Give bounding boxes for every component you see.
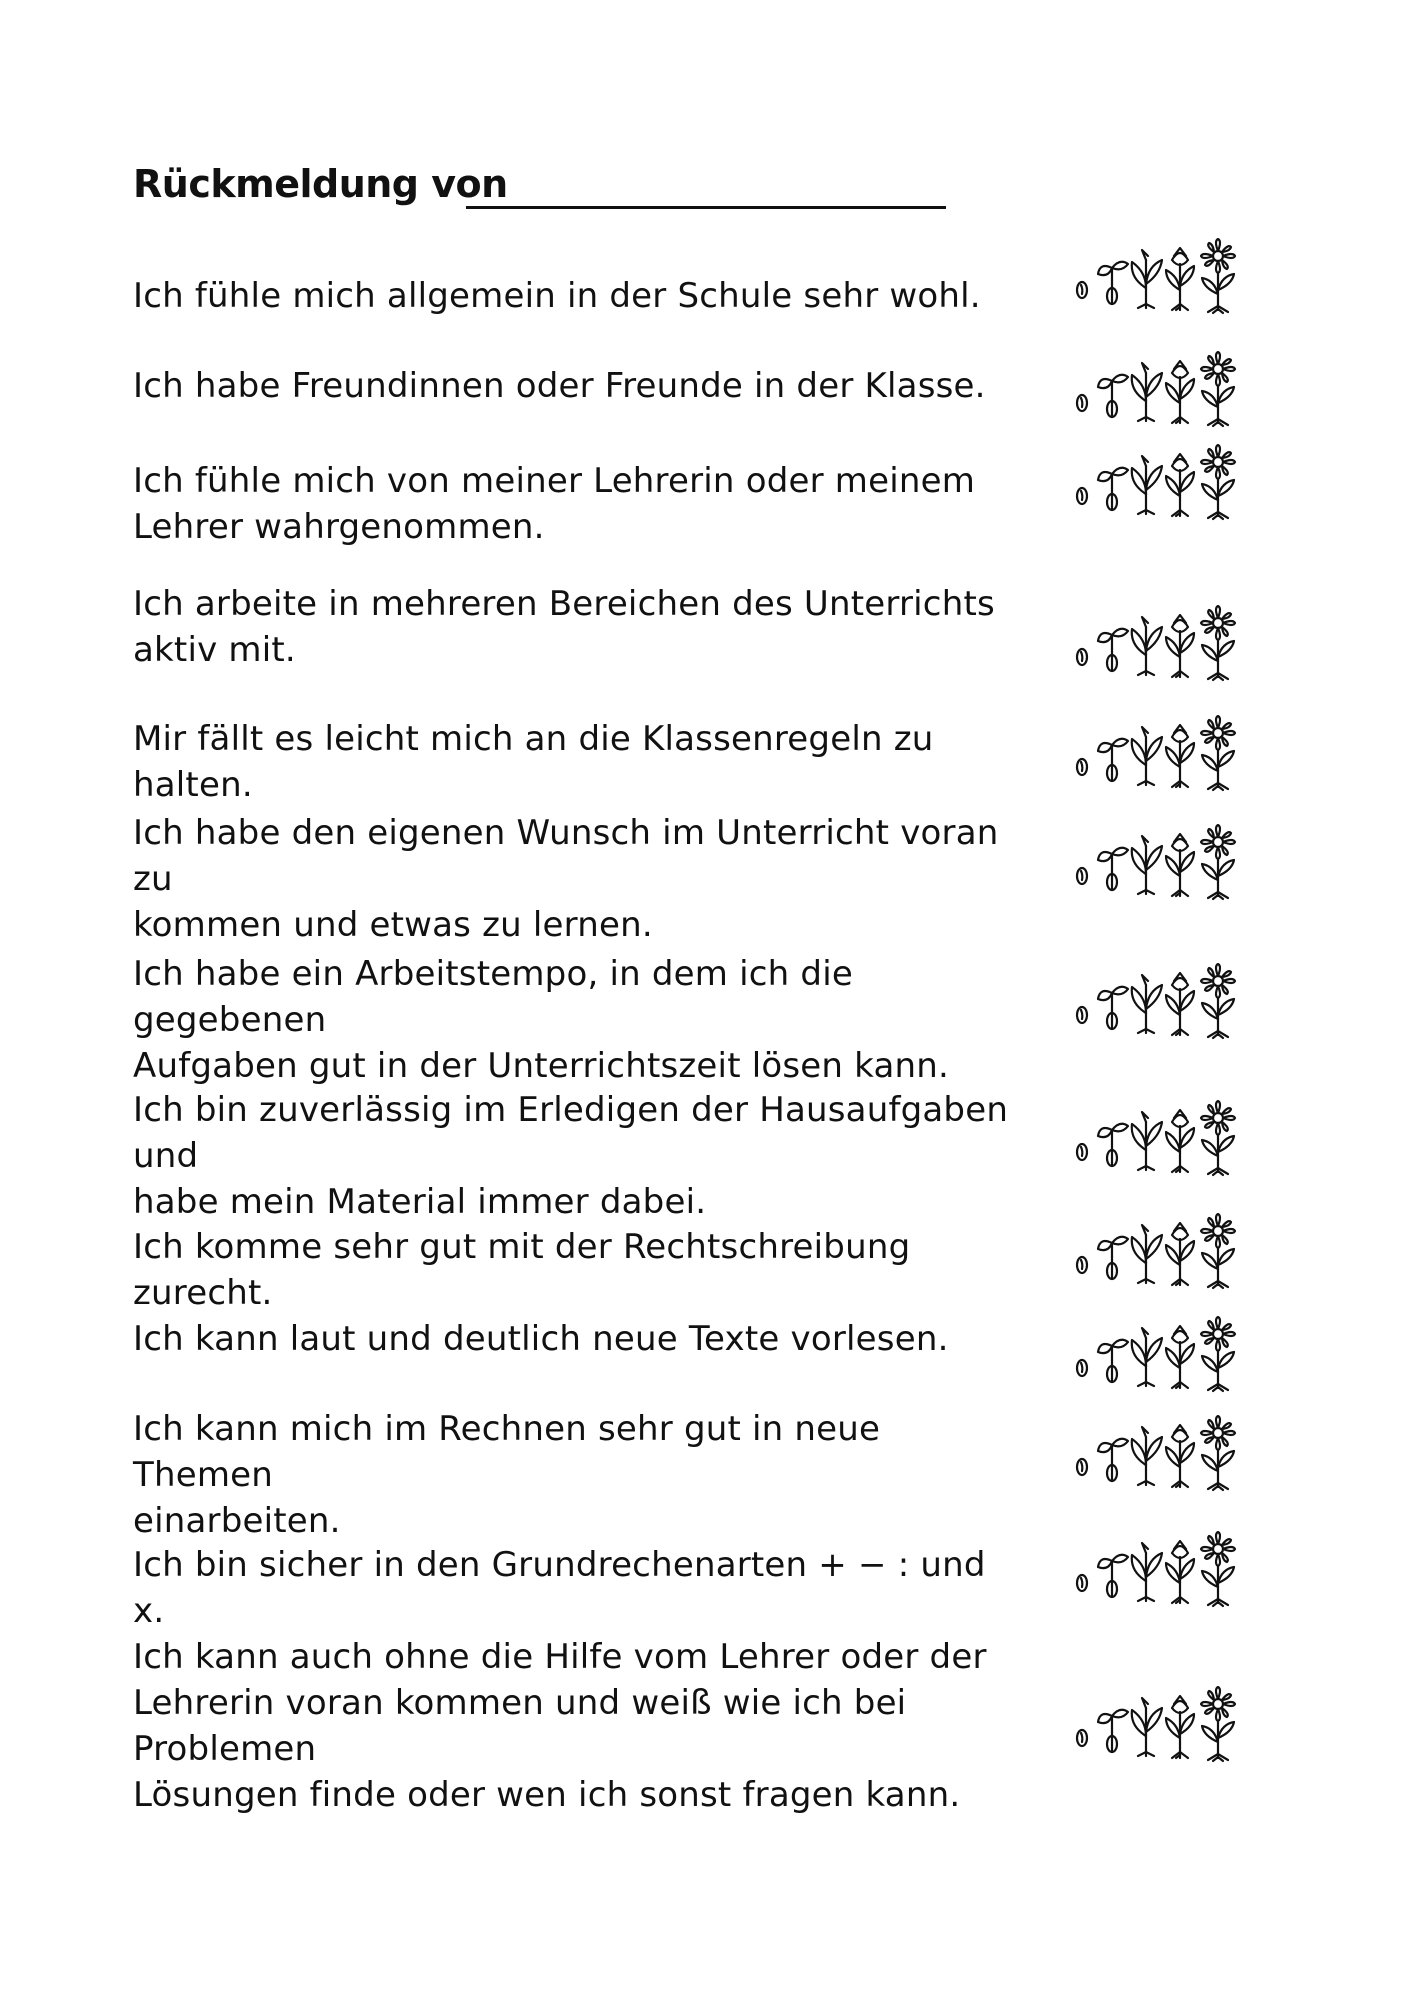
seedling-icon[interactable] [1132,363,1162,421]
seed-icon[interactable] [1077,1730,1087,1746]
seed-icon[interactable] [1077,488,1087,504]
seedling-icon[interactable] [1132,836,1162,894]
bud-icon[interactable] [1166,1425,1194,1487]
seedling-icon[interactable] [1132,456,1162,514]
rating-scale [1067,605,1267,675]
rating-scale [1067,824,1267,894]
bud-icon[interactable] [1166,834,1194,896]
bud-icon[interactable] [1166,248,1194,310]
statement-text: Ich fühle mich allgemein in der Schule sehr wohl. [133,276,981,316]
statement-text: Ich kann auch ohne die Hilfe vom Lehrer oder der Lehrerin voran kommen und weiß wie ich bei Problemen Lösungen finde oder wen ich sonst fragen kann. [133,1637,987,1815]
bud-icon[interactable] [1166,1223,1194,1285]
sprout-icon[interactable] [1098,987,1128,1029]
flower-icon[interactable] [1201,606,1235,680]
seed-icon[interactable] [1077,868,1087,884]
statement-text: Ich fühle mich von meiner Lehrerin oder meinem Lehrer wahrgenommen. [133,461,976,547]
statement-text: Ich kann laut und deutlich neue Texte vorlesen. [133,1319,949,1359]
flower-icon[interactable] [1201,239,1235,313]
seed-icon[interactable] [1077,1360,1087,1376]
flower-icon[interactable] [1201,1101,1235,1175]
rating-scale-icons [1067,238,1247,318]
bud-icon[interactable] [1166,615,1194,677]
sprout-icon[interactable] [1098,262,1128,304]
rating-scale-icons [1067,1100,1247,1180]
bud-icon[interactable] [1166,1110,1194,1172]
rating-scale [1067,444,1267,514]
rating-scale [1067,1531,1267,1601]
seedling-icon[interactable] [1132,1225,1162,1283]
bud-icon[interactable] [1166,725,1194,787]
sprout-icon[interactable] [1098,848,1128,890]
rating-scale-icons [1067,605,1247,685]
seed-icon[interactable] [1077,649,1087,665]
rating-scale-icons [1067,1686,1247,1766]
page-title: Rückmeldung von [133,162,508,206]
flower-icon[interactable] [1201,716,1235,790]
statement-text: Ich habe Freundinnen oder Freunde in der Klasse. [133,366,986,406]
seedling-icon[interactable] [1132,1543,1162,1601]
flower-icon[interactable] [1201,1416,1235,1490]
seed-icon[interactable] [1077,1144,1087,1160]
sprout-icon[interactable] [1098,1555,1128,1597]
rating-scale-icons [1067,1316,1247,1396]
flower-icon[interactable] [1201,1214,1235,1288]
rating-scale-icons [1067,444,1247,524]
bud-icon[interactable] [1166,1326,1194,1388]
bud-icon[interactable] [1166,1696,1194,1758]
seed-icon[interactable] [1077,1575,1087,1591]
statement-text: Ich komme sehr gut mit der Rechtschreibung zurecht. [133,1227,911,1313]
rating-scale-icons [1067,824,1247,904]
sprout-icon[interactable] [1098,1340,1128,1382]
rating-scale [1067,1686,1267,1756]
seed-icon[interactable] [1077,1459,1087,1475]
rating-scale [1067,1415,1267,1485]
seed-icon[interactable] [1077,395,1087,411]
rating-scale-icons [1067,1213,1247,1293]
sprout-icon[interactable] [1098,1237,1128,1279]
bud-icon[interactable] [1166,454,1194,516]
sprout-icon[interactable] [1098,1439,1128,1481]
rating-scale [1067,1213,1267,1283]
flower-icon[interactable] [1201,352,1235,426]
rating-scale-icons [1067,1531,1247,1611]
statement-text: Ich kann mich im Rechnen sehr gut in neue Themen einarbeiten. [133,1409,881,1541]
flower-icon[interactable] [1201,964,1235,1038]
rating-scale [1067,351,1267,421]
name-write-line[interactable] [466,206,946,209]
flower-icon[interactable] [1201,825,1235,899]
seedling-icon[interactable] [1132,975,1162,1033]
bud-icon[interactable] [1166,973,1194,1035]
bud-icon[interactable] [1166,361,1194,423]
statement-text: Mir fällt es leicht mich an die Klassenregeln zu halten. [133,719,934,805]
bud-icon[interactable] [1166,1541,1194,1603]
seedling-icon[interactable] [1132,1328,1162,1386]
sprout-icon[interactable] [1098,375,1128,417]
seed-icon[interactable] [1077,759,1087,775]
rating-scale-icons [1067,1415,1247,1495]
rating-scale-icons [1067,963,1247,1043]
seedling-icon[interactable] [1132,617,1162,675]
seedling-icon[interactable] [1132,250,1162,308]
statement-text: Ich bin zuverlässig im Erledigen der Hausaufgaben und habe mein Material immer dabei. [133,1090,1009,1222]
seedling-icon[interactable] [1132,1698,1162,1756]
flower-icon[interactable] [1201,445,1235,519]
sprout-icon[interactable] [1098,739,1128,781]
rating-scale-icons [1067,715,1247,795]
seed-icon[interactable] [1077,1257,1087,1273]
seed-icon[interactable] [1077,1007,1087,1023]
sprout-icon[interactable] [1098,468,1128,510]
statement-text: Ich habe den eigenen Wunsch im Unterricht voran zu kommen und etwas zu lernen. [133,813,999,945]
flower-icon[interactable] [1201,1687,1235,1761]
statement-text: Ich bin sicher in den Grundrechenarten + − : und x. [133,1545,986,1631]
rating-scale-icons [1067,351,1247,431]
rating-scale [1067,963,1267,1033]
seed-icon[interactable] [1077,282,1087,298]
statement-text: Ich habe ein Arbeitstempo, in dem ich die gegebenen Aufgaben gut in der Unterrichtszeit lösen kann. [133,954,950,1086]
seedling-icon[interactable] [1132,1112,1162,1170]
rating-scale [1067,1316,1267,1386]
rating-scale [1067,1100,1267,1170]
statement-text: Ich arbeite in mehreren Bereichen des Unterrichts aktiv mit. [133,584,995,670]
rating-scale [1067,715,1267,785]
seedling-icon[interactable] [1132,1427,1162,1485]
rating-scale [1067,238,1267,308]
sprout-icon[interactable] [1098,629,1128,671]
flower-icon[interactable] [1201,1532,1235,1606]
header [133,162,953,222]
sprout-icon[interactable] [1098,1124,1128,1166]
sprout-icon[interactable] [1098,1710,1128,1752]
flower-icon[interactable] [1201,1317,1235,1391]
seedling-icon[interactable] [1132,727,1162,785]
